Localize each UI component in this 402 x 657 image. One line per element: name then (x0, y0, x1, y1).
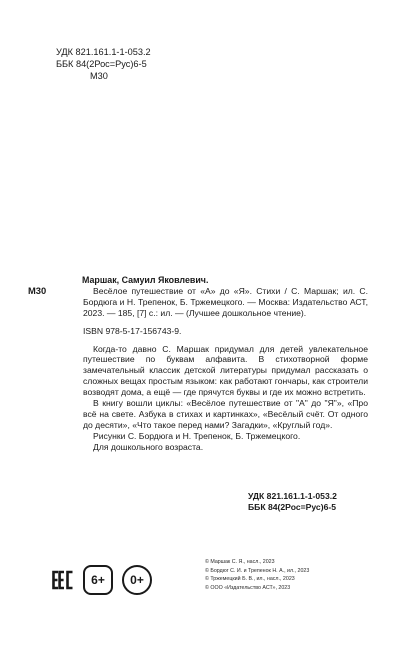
author-mark: М30 (90, 71, 108, 81)
bbk-code: ББК 84(2Рос=Рус)6-5 (56, 59, 147, 69)
isbn: ISBN 978-5-17-156743-9. (83, 325, 182, 336)
copyright-line: © Маршак С. Я., насл., 2023 (205, 559, 275, 565)
bibliographic-description: Весёлое путешествие от «А» до «Я». Стихи / С. Маршак; ил. С. Бордюга и Н. Трепенок, Б. Тржемецкого. — Москва: Издательство АСТ, 2023. — 185, [7] с.: ил. — (Лучшее дошкольное чтение). (83, 285, 368, 318)
classification-block-bottom (248, 491, 337, 513)
annotation-paragraph: Когда-то давно С. Маршак придумал для детей увлекательное путешествие по буквам алфавита. В стихотворной форме замечательный классик детской литературы придумал рассказать о сложных вещах простым языком: как работают гончары, как строители возводят дома, а ещё — где прячутся буквы и где их можно встретить. (83, 343, 368, 398)
card-heading: Маршак, Самуил Яковлевич. (82, 275, 209, 285)
certification-marks (52, 565, 152, 595)
catalog-card (28, 275, 368, 453)
bbk-code: ББК 84(2Рос=Рус)6-5 (248, 502, 336, 512)
illustrations-credit: Рисунки С. Бордюга и Н. Трепенок, Б. Тржемецкого. (93, 430, 301, 441)
annotation-paragraph: В книгу вошли циклы: «Весёлое путешествие от "А" до "Я"», «Про всё на свете. Азбука в стихах и картинках», «Весёлый счёт. От одного до десяти», «Что такое перед нами? Загадки», «Круглый год». (83, 398, 368, 430)
eac-mark-icon (52, 569, 74, 591)
copyright-line: © Бордюг С. И. и Трепенок Н. А., ил., 2023 (205, 567, 310, 574)
target-audience: Для дошкольного возраста. (93, 441, 204, 452)
card-body (83, 275, 368, 453)
card-author-mark: М30 (28, 285, 47, 296)
copyright-line: © Тржемецкий Б. В., ил., насл., 2023 (205, 576, 295, 583)
classification-block-top (56, 46, 151, 82)
copyright-list (205, 558, 309, 592)
copyright-line: © ООО «Издательство АСТ», 2023 (205, 584, 291, 591)
udk-code: УДК 821.161.1-1-053.2 (56, 47, 151, 57)
age-rating-0-badge: 0+ (122, 565, 152, 595)
age-rating-6-badge: 6+ (83, 565, 113, 595)
udk-code: УДК 821.161.1-1-053.2 (248, 491, 337, 501)
